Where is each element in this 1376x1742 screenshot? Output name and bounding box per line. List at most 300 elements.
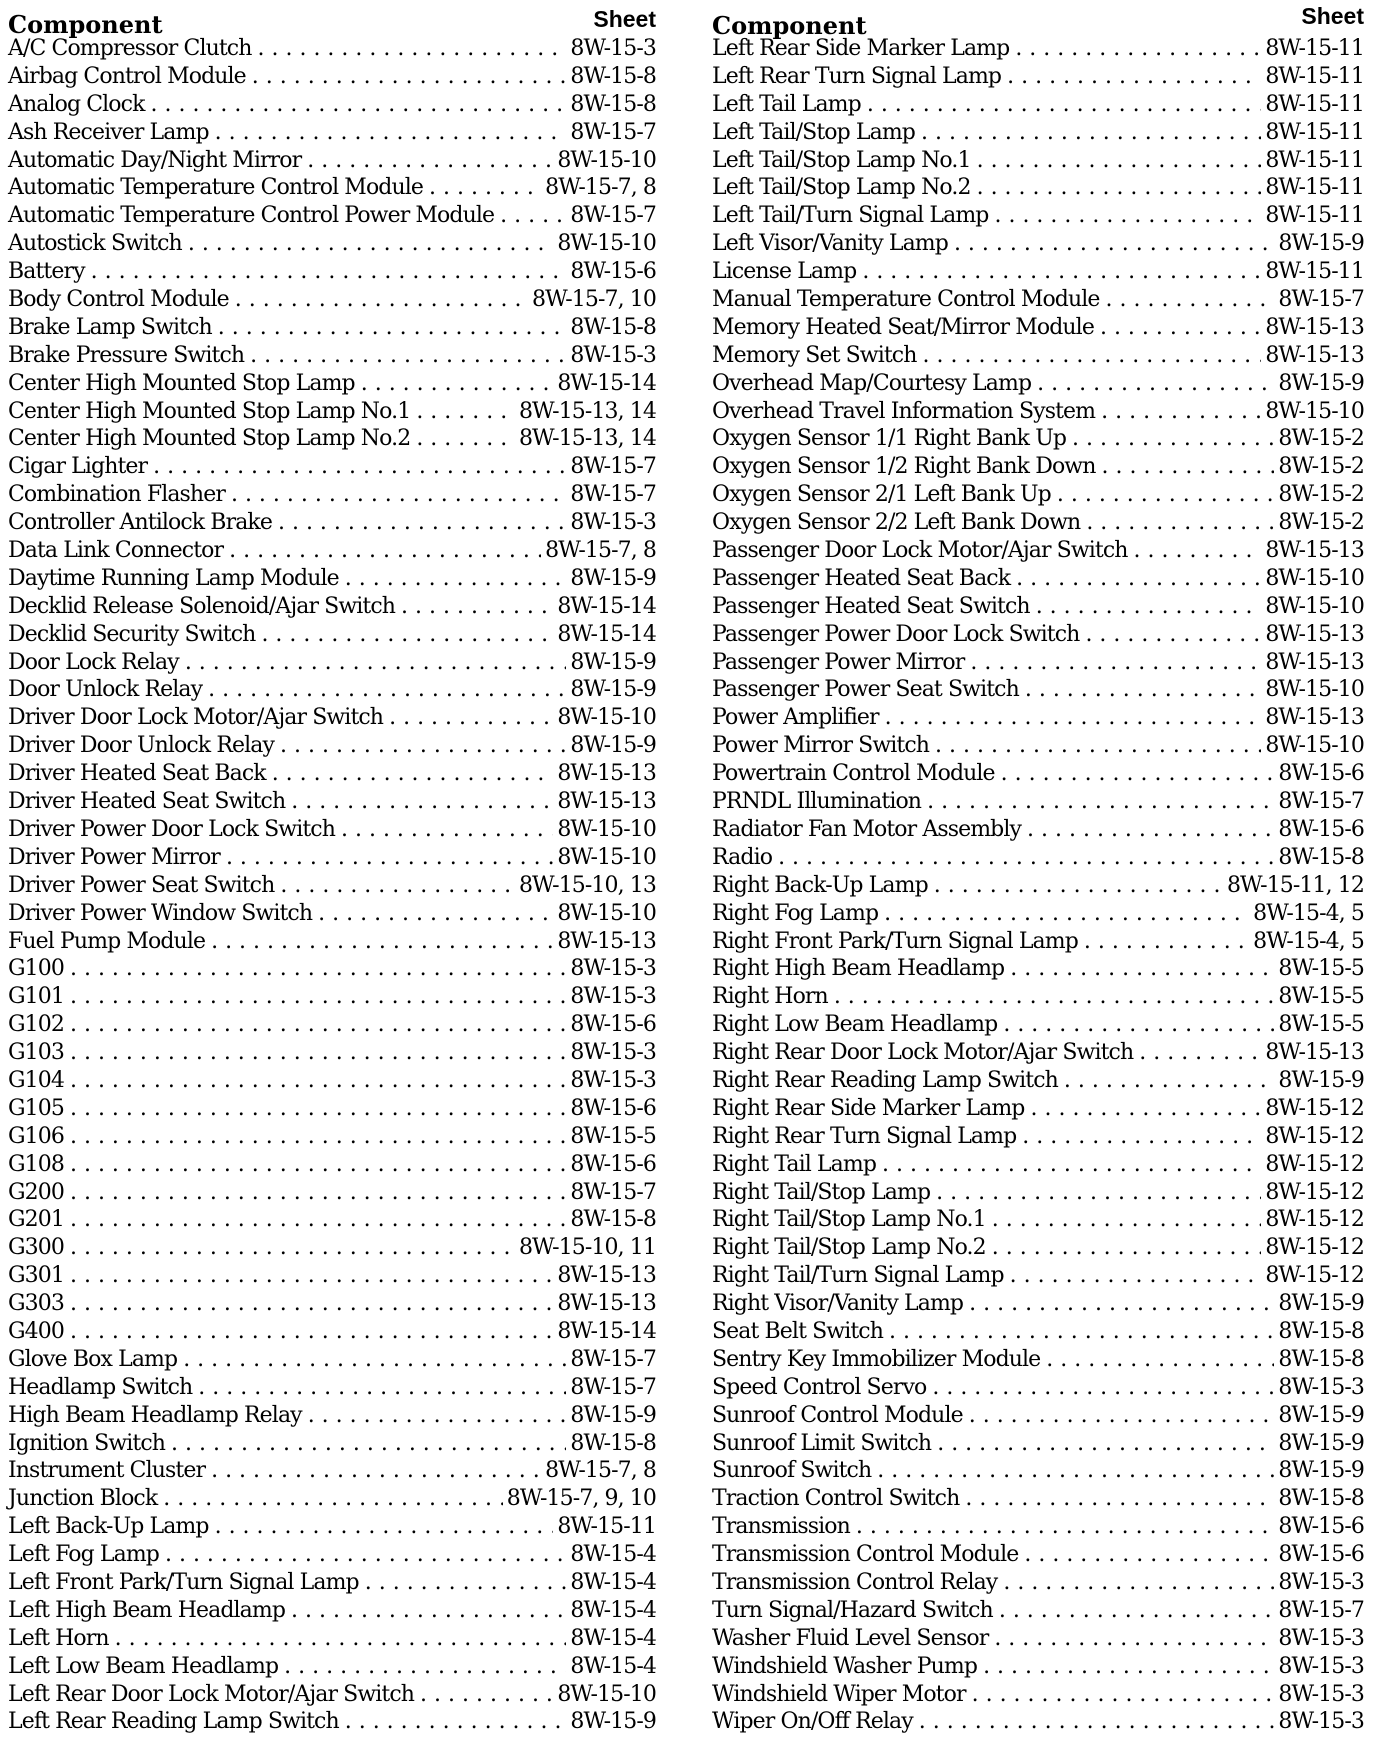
component-name: Combination Flasher <box>8 482 225 508</box>
component-row <box>712 1626 1364 1654</box>
leader-dots <box>983 1654 1274 1679</box>
component-row <box>8 231 656 259</box>
sheet-reference: 8W-15-2 <box>1278 454 1364 480</box>
component-name: Sentry Key Immobilizer Module <box>712 1346 1041 1372</box>
component-name: Overhead Map/Courtesy Lamp <box>712 370 1032 396</box>
sheet-reference: 8W-15-11 <box>1265 63 1364 89</box>
sheet-reference: 8W-15-13 <box>1265 649 1364 675</box>
leader-dots <box>977 175 1262 200</box>
component-name: Left Low Beam Headlamp <box>8 1653 279 1679</box>
leader-dots <box>965 1486 1274 1511</box>
leader-dots <box>70 1012 566 1037</box>
leader-dots <box>70 1291 553 1316</box>
component-name: Headlamp Switch <box>8 1374 193 1400</box>
component-row <box>8 1068 656 1096</box>
component-row <box>712 36 1364 64</box>
component-row <box>712 1263 1364 1291</box>
component-name: Center High Mounted Stop Lamp No.2 <box>8 426 411 452</box>
component-name: Left Rear Reading Lamp Switch <box>8 1709 339 1735</box>
component-row <box>712 120 1364 148</box>
component-name: Driver Power Window Switch <box>8 900 313 926</box>
component-row <box>8 705 656 733</box>
sheet-reference: 8W-15-8 <box>570 1430 656 1456</box>
component-name: Oxygen Sensor 1/1 Right Bank Up <box>712 426 1067 452</box>
component-row <box>712 510 1364 538</box>
component-name: Junction Block <box>8 1486 158 1512</box>
component-name: Memory Heated Seat/Mirror Module <box>712 314 1094 340</box>
sheet-reference: 8W-15-3 <box>1278 1625 1364 1651</box>
sheet-reference: 8W-15-6 <box>570 1151 656 1177</box>
component-name: G400 <box>8 1318 64 1344</box>
sheet-reference: 8W-15-11 <box>1265 147 1364 173</box>
sheet-reference: 8W-15-10 <box>1265 398 1364 424</box>
sheet-reference: 8W-15-3 <box>570 984 656 1010</box>
leader-dots <box>198 1375 566 1400</box>
leader-dots <box>1102 454 1275 479</box>
leader-dots <box>834 984 1275 1009</box>
leader-dots <box>1036 594 1262 619</box>
component-name: G104 <box>8 1067 64 1093</box>
leader-dots <box>1016 566 1261 591</box>
leader-dots <box>1086 510 1274 535</box>
leader-dots <box>778 845 1274 870</box>
component-row <box>8 1152 656 1180</box>
component-name: Memory Set Switch <box>712 342 917 368</box>
component-name: Left Fog Lamp <box>8 1542 159 1568</box>
component-row <box>712 1375 1364 1403</box>
component-name: A/C Compressor Clutch <box>8 36 252 61</box>
component-row <box>8 1682 656 1710</box>
component-name: Radiator Fan Motor Assembly <box>712 816 1022 842</box>
component-name: Left Horn <box>8 1625 109 1651</box>
leader-dots <box>877 1458 1274 1483</box>
component-row <box>712 1235 1364 1263</box>
sheet-header: Sheet <box>593 6 656 32</box>
component-name: Controller Antilock Brake <box>8 510 272 536</box>
leader-dots <box>163 1486 503 1511</box>
component-row <box>8 1291 656 1319</box>
leader-dots <box>994 203 1261 228</box>
leader-dots <box>188 231 554 256</box>
component-name: Door Lock Relay <box>8 649 179 675</box>
leader-dots <box>70 956 566 981</box>
component-row <box>712 64 1364 92</box>
sheet-reference: 8W-15-13 <box>557 789 656 815</box>
leader-dots <box>70 1124 566 1149</box>
component-name: Windshield Washer Pump <box>712 1653 978 1679</box>
component-row <box>8 538 656 566</box>
right-column <box>712 3 1364 1737</box>
left-column-header <box>8 6 656 39</box>
sheet-reference: 8W-15-13 <box>1265 621 1364 647</box>
component-name: Left Tail/Turn Signal Lamp <box>712 203 989 229</box>
component-name: Fuel Pump Module <box>8 928 206 954</box>
sheet-reference: 8W-15-6 <box>1278 1542 1364 1568</box>
sheet-reference: 8W-15-7, 8 <box>545 175 656 201</box>
component-row <box>712 1291 1364 1319</box>
sheet-reference: 8W-15-4, 5 <box>1253 900 1364 926</box>
component-row <box>712 1682 1364 1710</box>
component-name: Battery <box>8 259 85 285</box>
sheet-reference: 8W-15-12 <box>1265 1095 1364 1121</box>
component-row <box>8 1375 656 1403</box>
leader-dots <box>229 538 541 563</box>
component-name: Brake Pressure Switch <box>8 342 245 368</box>
component-name: G108 <box>8 1151 64 1177</box>
leader-dots <box>70 1040 566 1065</box>
sheet-reference: 8W-15-13 <box>557 928 656 954</box>
component-name: Decklid Release Solenoid/Ajar Switch <box>8 593 396 619</box>
sheet-reference: 8W-15-3 <box>570 1040 656 1066</box>
component-name: Passenger Power Mirror <box>712 649 965 675</box>
sheet-reference: 8W-15-5 <box>1278 1012 1364 1038</box>
sheet-reference: 8W-15-3 <box>570 342 656 368</box>
component-name: Brake Lamp Switch <box>8 314 212 340</box>
sheet-reference: 8W-15-2 <box>1278 482 1364 508</box>
leader-dots <box>91 259 567 284</box>
component-row <box>712 705 1364 733</box>
component-name: License Lamp <box>712 259 857 285</box>
component-name: Left Tail/Stop Lamp No.1 <box>712 147 971 173</box>
component-row <box>8 1319 656 1347</box>
component-name: G103 <box>8 1040 64 1066</box>
leader-dots <box>226 845 553 870</box>
sheet-reference: 8W-15-10 <box>1265 733 1364 759</box>
sheet-reference: 8W-15-11 <box>1265 203 1364 229</box>
component-row <box>8 203 656 231</box>
leader-dots <box>218 315 567 340</box>
component-row <box>8 148 656 176</box>
leader-dots <box>211 929 553 954</box>
component-row <box>8 1542 656 1570</box>
leader-dots <box>308 1403 567 1428</box>
component-name: Traction Control Switch <box>712 1486 960 1512</box>
sheet-reference: 8W-15-9 <box>570 1402 656 1428</box>
sheet-reference: 8W-15-7, 10 <box>532 287 656 313</box>
sheet-reference: 8W-15-14 <box>557 370 656 396</box>
leader-dots <box>999 1598 1275 1623</box>
leader-dots <box>252 64 567 89</box>
component-row <box>712 203 1364 231</box>
component-name: G200 <box>8 1179 64 1205</box>
component-name: Right Low Beam Headlamp <box>712 1012 998 1038</box>
leader-dots <box>884 901 1249 926</box>
leader-dots <box>165 1542 566 1567</box>
leader-dots <box>291 789 553 814</box>
leader-dots <box>1064 1068 1275 1093</box>
component-name: Autostick Switch <box>8 231 182 257</box>
component-row <box>712 984 1364 1012</box>
component-name: Right Tail/Stop Lamp No.1 <box>712 1207 986 1233</box>
component-row <box>712 1486 1364 1514</box>
sheet-reference: 8W-15-9 <box>570 649 656 675</box>
sheet-reference: 8W-15-13 <box>557 1291 656 1317</box>
component-row <box>8 789 656 817</box>
component-row <box>8 1709 656 1737</box>
component-row <box>8 956 656 984</box>
leader-dots <box>1085 622 1261 647</box>
leader-dots <box>1031 1096 1262 1121</box>
component-row <box>712 482 1364 510</box>
sheet-reference: 8W-15-9 <box>1278 231 1364 257</box>
leader-dots <box>307 148 553 173</box>
leader-dots <box>70 1207 566 1232</box>
component-row <box>8 650 656 678</box>
component-name: Transmission Control Relay <box>712 1569 998 1595</box>
component-row <box>712 761 1364 789</box>
sheet-reference: 8W-15-5 <box>1278 984 1364 1010</box>
leader-dots <box>258 36 567 61</box>
leader-dots <box>1010 956 1274 981</box>
component-name: G201 <box>8 1207 64 1233</box>
sheet-reference: 8W-15-7 <box>1278 287 1364 313</box>
component-name: Left Front Park/Turn Signal Lamp <box>8 1569 359 1595</box>
sheet-reference: 8W-15-2 <box>1278 510 1364 536</box>
leader-dots <box>937 1431 1274 1456</box>
sheet-reference: 8W-15-9 <box>1278 1067 1364 1093</box>
leader-dots <box>215 1514 554 1539</box>
component-row <box>8 733 656 761</box>
sheet-reference: 8W-15-9 <box>570 733 656 759</box>
leader-dots <box>278 510 566 535</box>
component-name: Driver Power Door Lock Switch <box>8 816 335 842</box>
leader-dots <box>250 343 566 368</box>
sheet-reference: 8W-15-9 <box>1278 370 1364 396</box>
sheet-reference: 8W-15-7 <box>570 1346 656 1372</box>
component-row <box>8 482 656 510</box>
leader-dots <box>969 1403 1275 1428</box>
leader-dots <box>934 873 1223 898</box>
leader-dots <box>932 1375 1274 1400</box>
sheet-reference: 8W-15-5 <box>570 1123 656 1149</box>
sheet-reference: 8W-15-4 <box>570 1597 656 1623</box>
right-column-header <box>712 3 1364 40</box>
component-row <box>712 1431 1364 1459</box>
leader-dots <box>1106 287 1275 312</box>
component-name: Wiper On/Off Relay <box>712 1709 913 1735</box>
sheet-reference: 8W-15-13, 14 <box>518 398 656 424</box>
leader-dots <box>889 1319 1274 1344</box>
leader-dots <box>1100 315 1261 340</box>
component-row <box>712 845 1364 873</box>
leader-dots <box>365 1570 567 1595</box>
leader-dots <box>211 1458 541 1483</box>
leader-dots <box>280 873 515 898</box>
component-name: Sunroof Control Module <box>712 1402 963 1428</box>
component-name: Passenger Heated Seat Back <box>712 565 1011 591</box>
component-row <box>8 64 656 92</box>
sheet-reference: 8W-15-12 <box>1265 1179 1364 1205</box>
sheet-reference: 8W-15-6 <box>570 1012 656 1038</box>
component-name: Ash Receiver Lamp <box>8 119 209 145</box>
sheet-reference: 8W-15-8 <box>1278 844 1364 870</box>
sheet-reference: 8W-15-13 <box>1265 538 1364 564</box>
leader-dots <box>70 1152 566 1177</box>
component-row <box>712 1040 1364 1068</box>
component-name: Speed Control Servo <box>712 1374 927 1400</box>
component-row <box>8 901 656 929</box>
right-component-list <box>712 36 1364 1737</box>
leader-dots <box>70 984 566 1009</box>
sheet-reference: 8W-15-3 <box>1278 1681 1364 1707</box>
component-name: Driver Door Unlock Relay <box>8 733 274 759</box>
component-row <box>712 789 1364 817</box>
sheet-reference: 8W-15-3 <box>1278 1569 1364 1595</box>
component-row <box>712 259 1364 287</box>
component-name: Right Front Park/Turn Signal Lamp <box>712 928 1078 954</box>
component-name: Automatic Day/Night Mirror <box>8 147 302 173</box>
component-row <box>8 594 656 622</box>
sheet-reference: 8W-15-13 <box>1265 705 1364 731</box>
sheet-reference: 8W-15-8 <box>570 1207 656 1233</box>
leader-dots <box>1072 426 1274 451</box>
leader-dots <box>153 454 566 479</box>
component-name: Left Rear Turn Signal Lamp <box>712 63 1002 89</box>
leader-dots <box>345 1709 567 1734</box>
leader-dots <box>1134 538 1262 563</box>
component-row <box>712 1207 1364 1235</box>
sheet-reference: 8W-15-7 <box>570 119 656 145</box>
leader-dots <box>185 650 567 675</box>
component-row <box>8 845 656 873</box>
leader-dots <box>70 1235 515 1260</box>
component-name: Left Tail/Stop Lamp <box>712 119 915 145</box>
left-component-list <box>8 36 656 1737</box>
sheet-reference: 8W-15-11 <box>557 1514 656 1540</box>
sheet-reference: 8W-15-10 <box>557 147 656 173</box>
sheet-reference: 8W-15-8 <box>570 314 656 340</box>
component-row <box>712 956 1364 984</box>
component-name: Body Control Module <box>8 287 229 313</box>
component-name: Transmission <box>712 1514 850 1540</box>
component-name: G100 <box>8 956 64 982</box>
leader-dots <box>977 148 1262 173</box>
leader-dots <box>70 1096 566 1121</box>
sheet-reference: 8W-15-8 <box>570 91 656 117</box>
leader-dots <box>1015 36 1261 61</box>
sheet-reference: 8W-15-10 <box>1265 677 1364 703</box>
component-name: Analog Clock <box>8 91 145 117</box>
leader-dots <box>1139 1040 1261 1065</box>
leader-dots <box>1003 1570 1274 1595</box>
sheet-reference: 8W-15-11, 12 <box>1226 872 1364 898</box>
sheet-header: Sheet <box>1301 3 1364 29</box>
component-row <box>712 1096 1364 1124</box>
component-row <box>8 36 656 64</box>
component-row <box>712 1598 1364 1626</box>
component-header: Component <box>8 10 163 39</box>
component-name: PRNDL Illumination <box>712 789 922 815</box>
component-name: Glove Box Lamp <box>8 1346 178 1372</box>
leader-dots <box>1001 761 1275 786</box>
component-name: Oxygen Sensor 2/1 Left Bank Up <box>712 482 1051 508</box>
leader-dots <box>1007 64 1261 89</box>
leader-dots <box>1057 482 1275 507</box>
component-name: Overhead Travel Information System <box>712 398 1096 424</box>
component-name: Driver Heated Seat Back <box>8 761 266 787</box>
sheet-reference: 8W-15-4, 5 <box>1253 928 1364 954</box>
component-row <box>8 984 656 1012</box>
component-name: Power Amplifier <box>712 705 879 731</box>
sheet-reference: 8W-15-10 <box>557 900 656 926</box>
component-row <box>8 343 656 371</box>
leader-dots <box>208 677 566 702</box>
component-row <box>8 259 656 287</box>
component-row <box>712 538 1364 566</box>
component-name: Driver Door Lock Motor/Ajar Switch <box>8 705 384 731</box>
component-row <box>8 1096 656 1124</box>
sheet-reference: 8W-15-7 <box>570 454 656 480</box>
component-row <box>8 399 656 427</box>
component-name: Powertrain Control Module <box>712 761 995 787</box>
component-name: G101 <box>8 984 64 1010</box>
sheet-reference: 8W-15-7 <box>570 1179 656 1205</box>
component-name: Left Tail/Stop Lamp No.2 <box>712 175 971 201</box>
component-row <box>8 510 656 538</box>
component-row <box>712 1542 1364 1570</box>
component-name: Manual Temperature Control Module <box>712 287 1100 313</box>
component-name: Right Fog Lamp <box>712 900 879 926</box>
leader-dots <box>1027 817 1274 842</box>
component-row <box>8 1180 656 1208</box>
component-name: Right Visor/Vanity Lamp <box>712 1291 964 1317</box>
leader-dots <box>115 1626 567 1651</box>
sheet-reference: 8W-15-10 <box>557 231 656 257</box>
component-row <box>8 1347 656 1375</box>
component-row <box>712 1709 1364 1737</box>
leader-dots <box>291 1598 566 1623</box>
leader-dots <box>935 733 1261 758</box>
component-row <box>712 454 1364 482</box>
component-row <box>8 371 656 399</box>
component-name: Oxygen Sensor 2/2 Left Bank Down <box>712 510 1081 536</box>
sheet-reference: 8W-15-3 <box>570 510 656 536</box>
leader-dots <box>867 92 1262 117</box>
sheet-reference: 8W-15-9 <box>570 677 656 703</box>
component-row <box>712 343 1364 371</box>
component-name: Right Horn <box>712 984 828 1010</box>
component-row <box>8 929 656 957</box>
sheet-reference: 8W-15-13 <box>557 761 656 787</box>
component-row <box>712 901 1364 929</box>
sheet-reference: 8W-15-9 <box>570 1709 656 1735</box>
component-name: G106 <box>8 1123 64 1149</box>
leader-dots <box>919 1709 1275 1734</box>
component-name: Right Tail/Turn Signal Lamp <box>712 1263 1004 1289</box>
component-row <box>8 120 656 148</box>
component-name: Seat Belt Switch <box>712 1318 883 1344</box>
leader-dots <box>235 287 528 312</box>
leader-dots <box>1025 677 1261 702</box>
sheet-reference: 8W-15-3 <box>570 1067 656 1093</box>
component-row <box>712 1347 1364 1375</box>
sheet-reference: 8W-15-12 <box>1265 1123 1364 1149</box>
component-row <box>8 873 656 901</box>
sheet-reference: 8W-15-12 <box>1265 1151 1364 1177</box>
component-name: Door Unlock Relay <box>8 677 203 703</box>
sheet-reference: 8W-15-10, 13 <box>518 872 656 898</box>
leader-dots <box>416 399 515 424</box>
leader-dots <box>70 1068 566 1093</box>
component-row <box>712 1152 1364 1180</box>
leader-dots <box>318 901 553 926</box>
sheet-reference: 8W-15-7 <box>1278 1597 1364 1623</box>
component-row <box>712 1124 1364 1152</box>
leader-dots <box>420 1682 553 1707</box>
leader-dots <box>954 231 1274 256</box>
sheet-reference: 8W-15-7, 9, 10 <box>506 1486 656 1512</box>
sheet-reference: 8W-15-3 <box>1278 1374 1364 1400</box>
